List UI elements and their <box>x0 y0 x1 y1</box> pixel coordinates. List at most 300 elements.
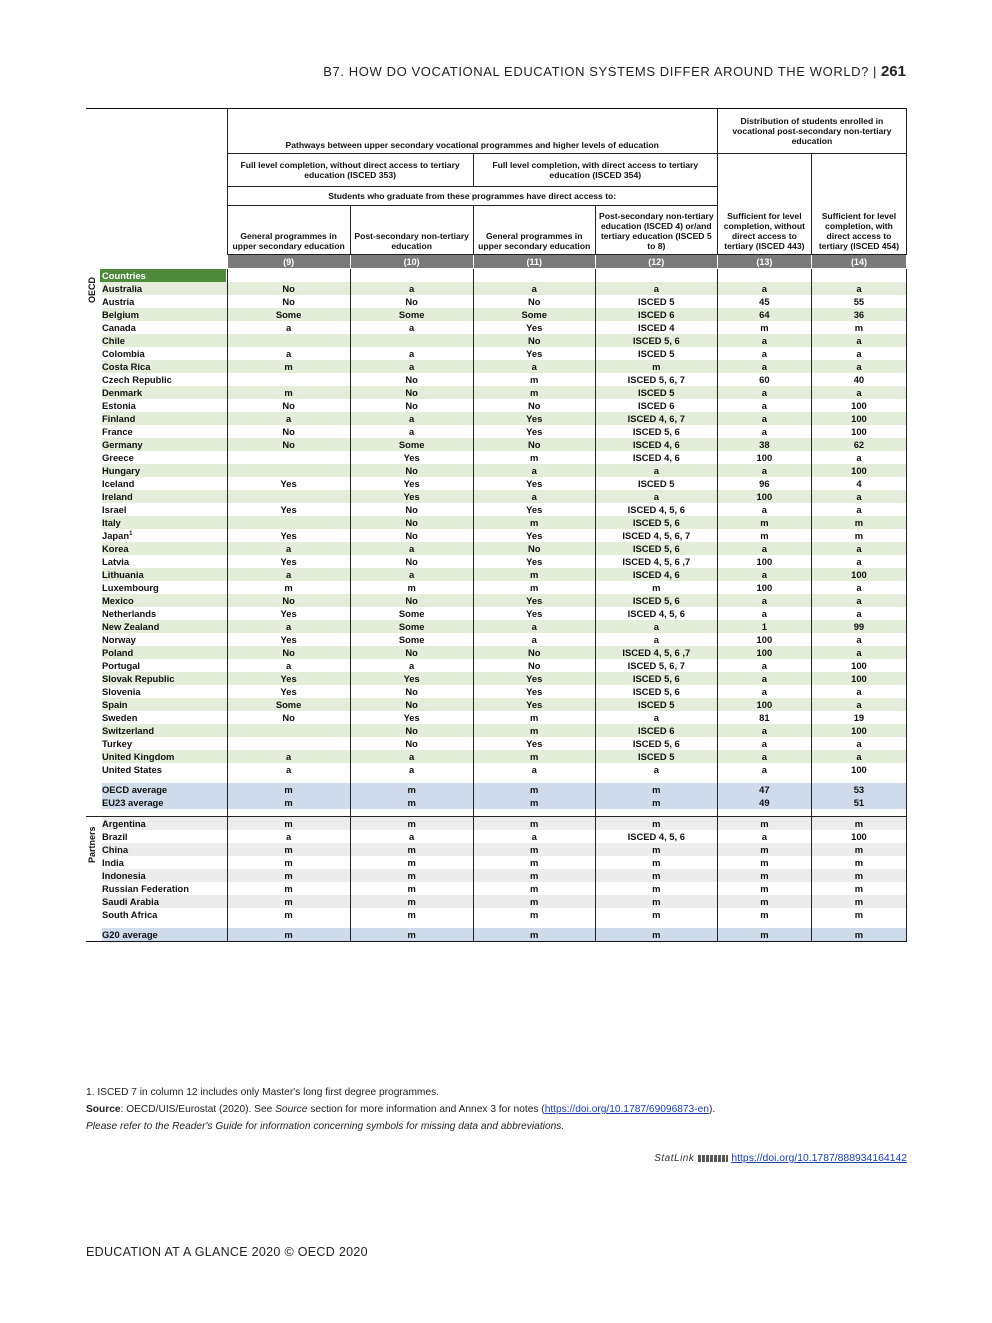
table-cell: 40 <box>811 373 906 386</box>
table-cell: Some <box>350 620 473 633</box>
row-label-cell <box>86 386 227 399</box>
stub-header <box>86 109 227 255</box>
table-cell: m <box>473 882 595 895</box>
table-cell: a <box>595 711 717 724</box>
table-cell: a <box>811 490 906 503</box>
table-cell: a <box>811 581 906 594</box>
row-label: Poland <box>102 647 134 658</box>
table-row <box>86 503 907 516</box>
table-cell <box>473 809 595 817</box>
col-header-12: Post-secondary non-tertiary education (ISCED 4) or/and tertiary education (ISCED 5 to 8) <box>595 206 717 255</box>
table-row <box>86 321 907 334</box>
row-label-cell <box>86 633 227 646</box>
row-label-cell <box>86 737 227 750</box>
table-cell: m <box>717 882 811 895</box>
table-cell: No <box>350 646 473 659</box>
table-cell: 99 <box>811 620 906 633</box>
row-label: Norway <box>102 634 136 645</box>
table-cell: m <box>473 895 595 908</box>
row-label-cell <box>86 882 227 895</box>
row-label: Lithuania <box>102 569 144 580</box>
row-label-cell <box>86 646 227 659</box>
table-row <box>86 555 907 568</box>
table-cell: m <box>811 321 906 334</box>
table-cell: ISCED 5, 6 <box>595 516 717 529</box>
group-distribution-header: Distribution of students enrolled in vocational post-secondary non-tertiary education <box>717 109 906 154</box>
table-cell: ISCED 5, 6 <box>595 334 717 347</box>
colno-10: (10) <box>350 255 473 269</box>
row-label: Portugal <box>102 660 141 671</box>
row-label: South Africa <box>102 909 158 920</box>
row-label: OECD average <box>102 784 168 795</box>
table-cell: a <box>717 685 811 698</box>
row-label: Turkey <box>102 738 133 749</box>
table-cell: 100 <box>811 763 906 776</box>
row-label-cell <box>86 347 227 360</box>
table-cell: 100 <box>717 633 811 646</box>
spacer-row <box>86 921 907 928</box>
row-label: Brazil <box>102 831 128 842</box>
table-cell: 4 <box>811 477 906 490</box>
table-cell: No <box>350 737 473 750</box>
table-cell: a <box>811 633 906 646</box>
table-cell <box>595 269 717 283</box>
table-cell: ISCED 6 <box>595 724 717 737</box>
table-cell: ISCED 5, 6 <box>595 737 717 750</box>
table-row <box>86 451 907 464</box>
table-cell: m <box>473 908 595 921</box>
table-cell: m <box>595 895 717 908</box>
table-cell: No <box>227 594 350 607</box>
table-cell: ISCED 4, 5, 6 ,7 <box>595 555 717 568</box>
table-row <box>86 882 907 895</box>
table-cell: Some <box>350 438 473 451</box>
table-cell: ISCED 6 <box>595 399 717 412</box>
row-label-cell <box>86 295 227 308</box>
table-cell: Yes <box>473 347 595 360</box>
table-cell: No <box>473 542 595 555</box>
row-label: Greece <box>102 452 134 463</box>
table-cell: a <box>811 386 906 399</box>
table-cell: a <box>811 685 906 698</box>
table-cell: m <box>473 581 595 594</box>
group-pathways-header: Pathways between upper secondary vocational programmes and higher levels of education <box>227 109 717 154</box>
table-cell: Yes <box>227 607 350 620</box>
table-cell: a <box>717 399 811 412</box>
table-cell <box>811 921 906 928</box>
table-cell: m <box>350 908 473 921</box>
table-cell: Yes <box>227 672 350 685</box>
table-cell: m <box>227 908 350 921</box>
table-cell: No <box>350 399 473 412</box>
table-row <box>86 928 907 942</box>
row-label-cell <box>86 373 227 386</box>
table-cell: Yes <box>227 529 350 542</box>
partners-side-label: Partners <box>87 825 97 863</box>
table-cell <box>811 809 906 817</box>
table-cell: m <box>227 796 350 809</box>
spacer-row <box>86 776 907 783</box>
table-cell: ISCED 5 <box>595 295 717 308</box>
row-label: Austria <box>102 296 135 307</box>
statlink-brand: StatLink <box>654 1153 695 1164</box>
table-cell: m <box>595 869 717 882</box>
row-label-cell <box>86 360 227 373</box>
table-cell: No <box>227 646 350 659</box>
row-label-cell <box>86 399 227 412</box>
table-cell: m <box>811 895 906 908</box>
table-cell: m <box>473 386 595 399</box>
row-label: Sweden <box>102 712 138 723</box>
oecd-side-label: OECD <box>87 276 97 303</box>
table-row <box>86 399 907 412</box>
table-cell: m <box>473 724 595 737</box>
table-cell: m <box>350 783 473 796</box>
source-text-post: ). <box>708 1104 716 1115</box>
row-label: Czech Republic <box>102 374 172 385</box>
table-cell: m <box>717 321 811 334</box>
table-cell: m <box>350 895 473 908</box>
row-label: Israel <box>102 504 127 515</box>
table-cell: a <box>717 830 811 843</box>
spacer-row <box>86 809 907 817</box>
table-cell: a <box>811 555 906 568</box>
table-cell: ISCED 5, 6 <box>595 425 717 438</box>
table-cell: m <box>595 856 717 869</box>
table-row <box>86 425 907 438</box>
table-cell: ISCED 4 <box>595 321 717 334</box>
row-label: India <box>102 857 124 868</box>
row-label-cell <box>86 282 227 295</box>
colno-14: (14) <box>811 255 906 269</box>
table-cell: m <box>595 843 717 856</box>
row-label-cell <box>86 594 227 607</box>
row-label-cell <box>86 581 227 594</box>
table-row <box>86 464 907 477</box>
row-label: Chile <box>102 335 125 346</box>
table-cell <box>473 921 595 928</box>
running-title: B7. HOW DO VOCATIONAL EDUCATION SYSTEMS DIFFER AROUND THE WORLD? <box>323 64 869 79</box>
table-cell: a <box>227 412 350 425</box>
table-cell: a <box>811 451 906 464</box>
sub-header-access: Full level completion, with direct access to tertiary education (ISCED 354) <box>473 154 717 187</box>
table-cell: a <box>811 646 906 659</box>
source-text-mid: section for more information and Annex 3 for notes ( <box>307 1104 545 1115</box>
table-cell <box>86 776 227 783</box>
table-cell: m <box>473 711 595 724</box>
table-cell: a <box>473 490 595 503</box>
row-label-cell <box>86 425 227 438</box>
table-cell: 100 <box>811 830 906 843</box>
table-row <box>86 347 907 360</box>
table-cell: No <box>473 438 595 451</box>
table-row <box>86 633 907 646</box>
table-cell: ISCED 5, 6 <box>595 672 717 685</box>
table-cell <box>350 334 473 347</box>
table-cell: m <box>350 928 473 942</box>
table-row <box>86 438 907 451</box>
table-cell: 100 <box>717 698 811 711</box>
col-header-14: Sufficient for level completion, with direct access to tertiary (ISCED 454) <box>811 154 906 255</box>
row-label: United Kingdom <box>102 751 175 762</box>
table-cell: m <box>811 856 906 869</box>
table-cell: Yes <box>473 503 595 516</box>
table-cell: Yes <box>227 503 350 516</box>
table-cell: m <box>473 451 595 464</box>
table-cell: 100 <box>717 451 811 464</box>
table-cell: 53 <box>811 783 906 796</box>
table-cell <box>86 921 227 928</box>
table-cell: No <box>350 295 473 308</box>
table-cell: 47 <box>717 783 811 796</box>
row-label: Estonia <box>102 400 136 411</box>
table-cell: Some <box>350 308 473 321</box>
table-cell: ISCED 6 <box>595 308 717 321</box>
table-row <box>86 334 907 347</box>
source-link[interactable]: https://doi.org/10.1787/69096873-en <box>544 1104 709 1115</box>
table-cell: m <box>227 817 350 831</box>
table-cell: a <box>717 464 811 477</box>
table-cell: m <box>811 529 906 542</box>
table-cell: a <box>811 607 906 620</box>
table-cell: m <box>350 856 473 869</box>
row-label: Russian Federation <box>102 883 189 894</box>
table-cell: No <box>350 685 473 698</box>
table-cell: a <box>717 594 811 607</box>
table-cell: m <box>717 869 811 882</box>
table-row <box>86 516 907 529</box>
table-cell: Yes <box>350 477 473 490</box>
table-row <box>86 895 907 908</box>
table-cell: 100 <box>811 724 906 737</box>
table-cell: a <box>811 334 906 347</box>
table-cell: No <box>227 399 350 412</box>
table-cell <box>227 776 350 783</box>
source-text-italic: Source <box>275 1104 308 1115</box>
table-cell: ISCED 5, 6 <box>595 594 717 607</box>
table-cell: a <box>811 542 906 555</box>
row-label-cell <box>86 555 227 568</box>
table-cell: a <box>811 698 906 711</box>
table-cell: ISCED 5 <box>595 750 717 763</box>
table-cell: a <box>811 594 906 607</box>
table-row <box>86 869 907 882</box>
table-cell: a <box>350 542 473 555</box>
table-cell: m <box>473 516 595 529</box>
source-text-pre: : OECD/UIS/Eurostat (2020). See <box>120 1104 276 1115</box>
row-label-cell <box>86 464 227 477</box>
table-cell: m <box>595 783 717 796</box>
table-cell: a <box>227 659 350 672</box>
row-label: Korea <box>102 543 129 554</box>
table-cell: 100 <box>717 555 811 568</box>
table-cell: a <box>350 750 473 763</box>
row-label: Indonesia <box>102 870 146 881</box>
table-cell: 45 <box>717 295 811 308</box>
table-cell: a <box>717 659 811 672</box>
table-cell: Yes <box>350 672 473 685</box>
row-label-cell <box>86 568 227 581</box>
row-label: Iceland <box>102 478 135 489</box>
table-cell: 100 <box>811 399 906 412</box>
table-cell: No <box>350 503 473 516</box>
page-header <box>86 63 906 80</box>
table-cell <box>227 921 350 928</box>
table-cell: No <box>350 516 473 529</box>
table-cell: 100 <box>811 464 906 477</box>
row-label: Ireland <box>102 491 133 502</box>
source-label: Source <box>86 1104 121 1115</box>
row-label-cell <box>86 620 227 633</box>
row-label-cell <box>86 685 227 698</box>
row-label-cell <box>86 516 227 529</box>
table-row <box>86 282 907 295</box>
table-cell: m <box>595 882 717 895</box>
row-label-cell <box>86 796 227 809</box>
table-cell: ISCED 5 <box>595 698 717 711</box>
table-cell: a <box>350 347 473 360</box>
table-cell: a <box>717 737 811 750</box>
table-cell: m <box>595 360 717 373</box>
table-cell: m <box>717 928 811 942</box>
table-cell: m <box>811 882 906 895</box>
table-row <box>86 360 907 373</box>
table-cell: 100 <box>811 412 906 425</box>
table-cell: a <box>473 830 595 843</box>
table-cell: m <box>473 856 595 869</box>
table-row <box>86 529 907 542</box>
table-cell <box>350 809 473 817</box>
table-cell <box>473 776 595 783</box>
table-cell: ISCED 4, 5, 6 <box>595 830 717 843</box>
statlink-url[interactable]: https://doi.org/10.1787/888934164142 <box>731 1153 907 1164</box>
table-cell: m <box>350 796 473 809</box>
table-cell: No <box>473 334 595 347</box>
row-label: Spain <box>102 699 128 710</box>
table-cell: m <box>473 568 595 581</box>
table-cell: Some <box>350 633 473 646</box>
table-row <box>86 295 907 308</box>
table-cell: ISCED 5 <box>595 386 717 399</box>
table-row <box>86 830 907 843</box>
table-cell: a <box>227 763 350 776</box>
table-row <box>86 711 907 724</box>
footnote-marker: 1 <box>129 530 133 537</box>
table-cell: ISCED 4, 5, 6 ,7 <box>595 646 717 659</box>
table-cell: m <box>350 817 473 831</box>
table-cell: m <box>717 908 811 921</box>
row-label: Japan <box>102 530 130 541</box>
table-cell: 81 <box>717 711 811 724</box>
table-cell <box>717 269 811 283</box>
row-label-cell <box>86 477 227 490</box>
row-label: EU23 average <box>102 797 164 808</box>
table-cell: m <box>595 817 717 831</box>
table-cell <box>227 451 350 464</box>
table-cell: No <box>473 659 595 672</box>
data-table-container <box>86 108 907 942</box>
table-cell: m <box>811 869 906 882</box>
table-row <box>86 750 907 763</box>
table-cell: a <box>717 412 811 425</box>
table-cell: Yes <box>473 672 595 685</box>
table-cell: Yes <box>350 490 473 503</box>
table-cell: a <box>717 607 811 620</box>
table-cell <box>227 269 350 283</box>
table-cell: ISCED 4, 5, 6, 7 <box>595 529 717 542</box>
table-cell: 60 <box>717 373 811 386</box>
table-cell: a <box>717 724 811 737</box>
table-cell: m <box>350 882 473 895</box>
table-cell: 49 <box>717 796 811 809</box>
table-cell: Yes <box>473 321 595 334</box>
row-label-cell <box>86 607 227 620</box>
table-row <box>86 856 907 869</box>
statlink <box>654 1153 907 1164</box>
col-header-13: Sufficient for level completion, without direct access to tertiary (ISCED 443) <box>717 154 811 255</box>
table-cell: a <box>227 620 350 633</box>
row-label: Slovenia <box>102 686 141 697</box>
table-cell <box>227 373 350 386</box>
table-cell: a <box>717 503 811 516</box>
table-cell: Yes <box>473 477 595 490</box>
countries-row <box>86 269 907 283</box>
table-cell: a <box>227 347 350 360</box>
table-cell: m <box>473 373 595 386</box>
table-cell: 100 <box>717 490 811 503</box>
sub-header-no-access: Full level completion, without direct access to tertiary education (ISCED 353) <box>227 154 473 187</box>
row-label-cell <box>86 308 227 321</box>
row-label-cell <box>86 724 227 737</box>
table-cell: 55 <box>811 295 906 308</box>
row-label-cell <box>86 438 227 451</box>
row-label-cell <box>86 659 227 672</box>
table-cell: a <box>717 763 811 776</box>
table-cell: 100 <box>717 646 811 659</box>
table-cell: ISCED 4, 5, 6 <box>595 503 717 516</box>
table-cell: No <box>350 464 473 477</box>
table-cell: m <box>227 783 350 796</box>
table-cell: m <box>473 750 595 763</box>
row-label-cell <box>86 928 227 942</box>
table-cell: 1 <box>717 620 811 633</box>
table-cell: No <box>350 555 473 568</box>
table-cell: Yes <box>350 451 473 464</box>
table-cell: m <box>350 843 473 856</box>
table-cell: a <box>717 750 811 763</box>
table-row <box>86 763 907 776</box>
table-cell: 96 <box>717 477 811 490</box>
table-cell: m <box>717 817 811 831</box>
table-cell: m <box>595 581 717 594</box>
row-label-cell <box>86 895 227 908</box>
table-cell: a <box>350 763 473 776</box>
table-cell: a <box>811 347 906 360</box>
table-cell: a <box>473 633 595 646</box>
page-number: 261 <box>880 63 906 80</box>
table-cell: a <box>811 282 906 295</box>
table-cell: 62 <box>811 438 906 451</box>
table-cell: m <box>717 529 811 542</box>
table-cell: No <box>473 646 595 659</box>
row-label: New Zealand <box>102 621 160 632</box>
colno-13: (13) <box>717 255 811 269</box>
row-label-cell <box>86 334 227 347</box>
table-cell: a <box>350 412 473 425</box>
row-label-cell <box>86 490 227 503</box>
table-cell: Some <box>350 607 473 620</box>
row-label-cell <box>86 503 227 516</box>
